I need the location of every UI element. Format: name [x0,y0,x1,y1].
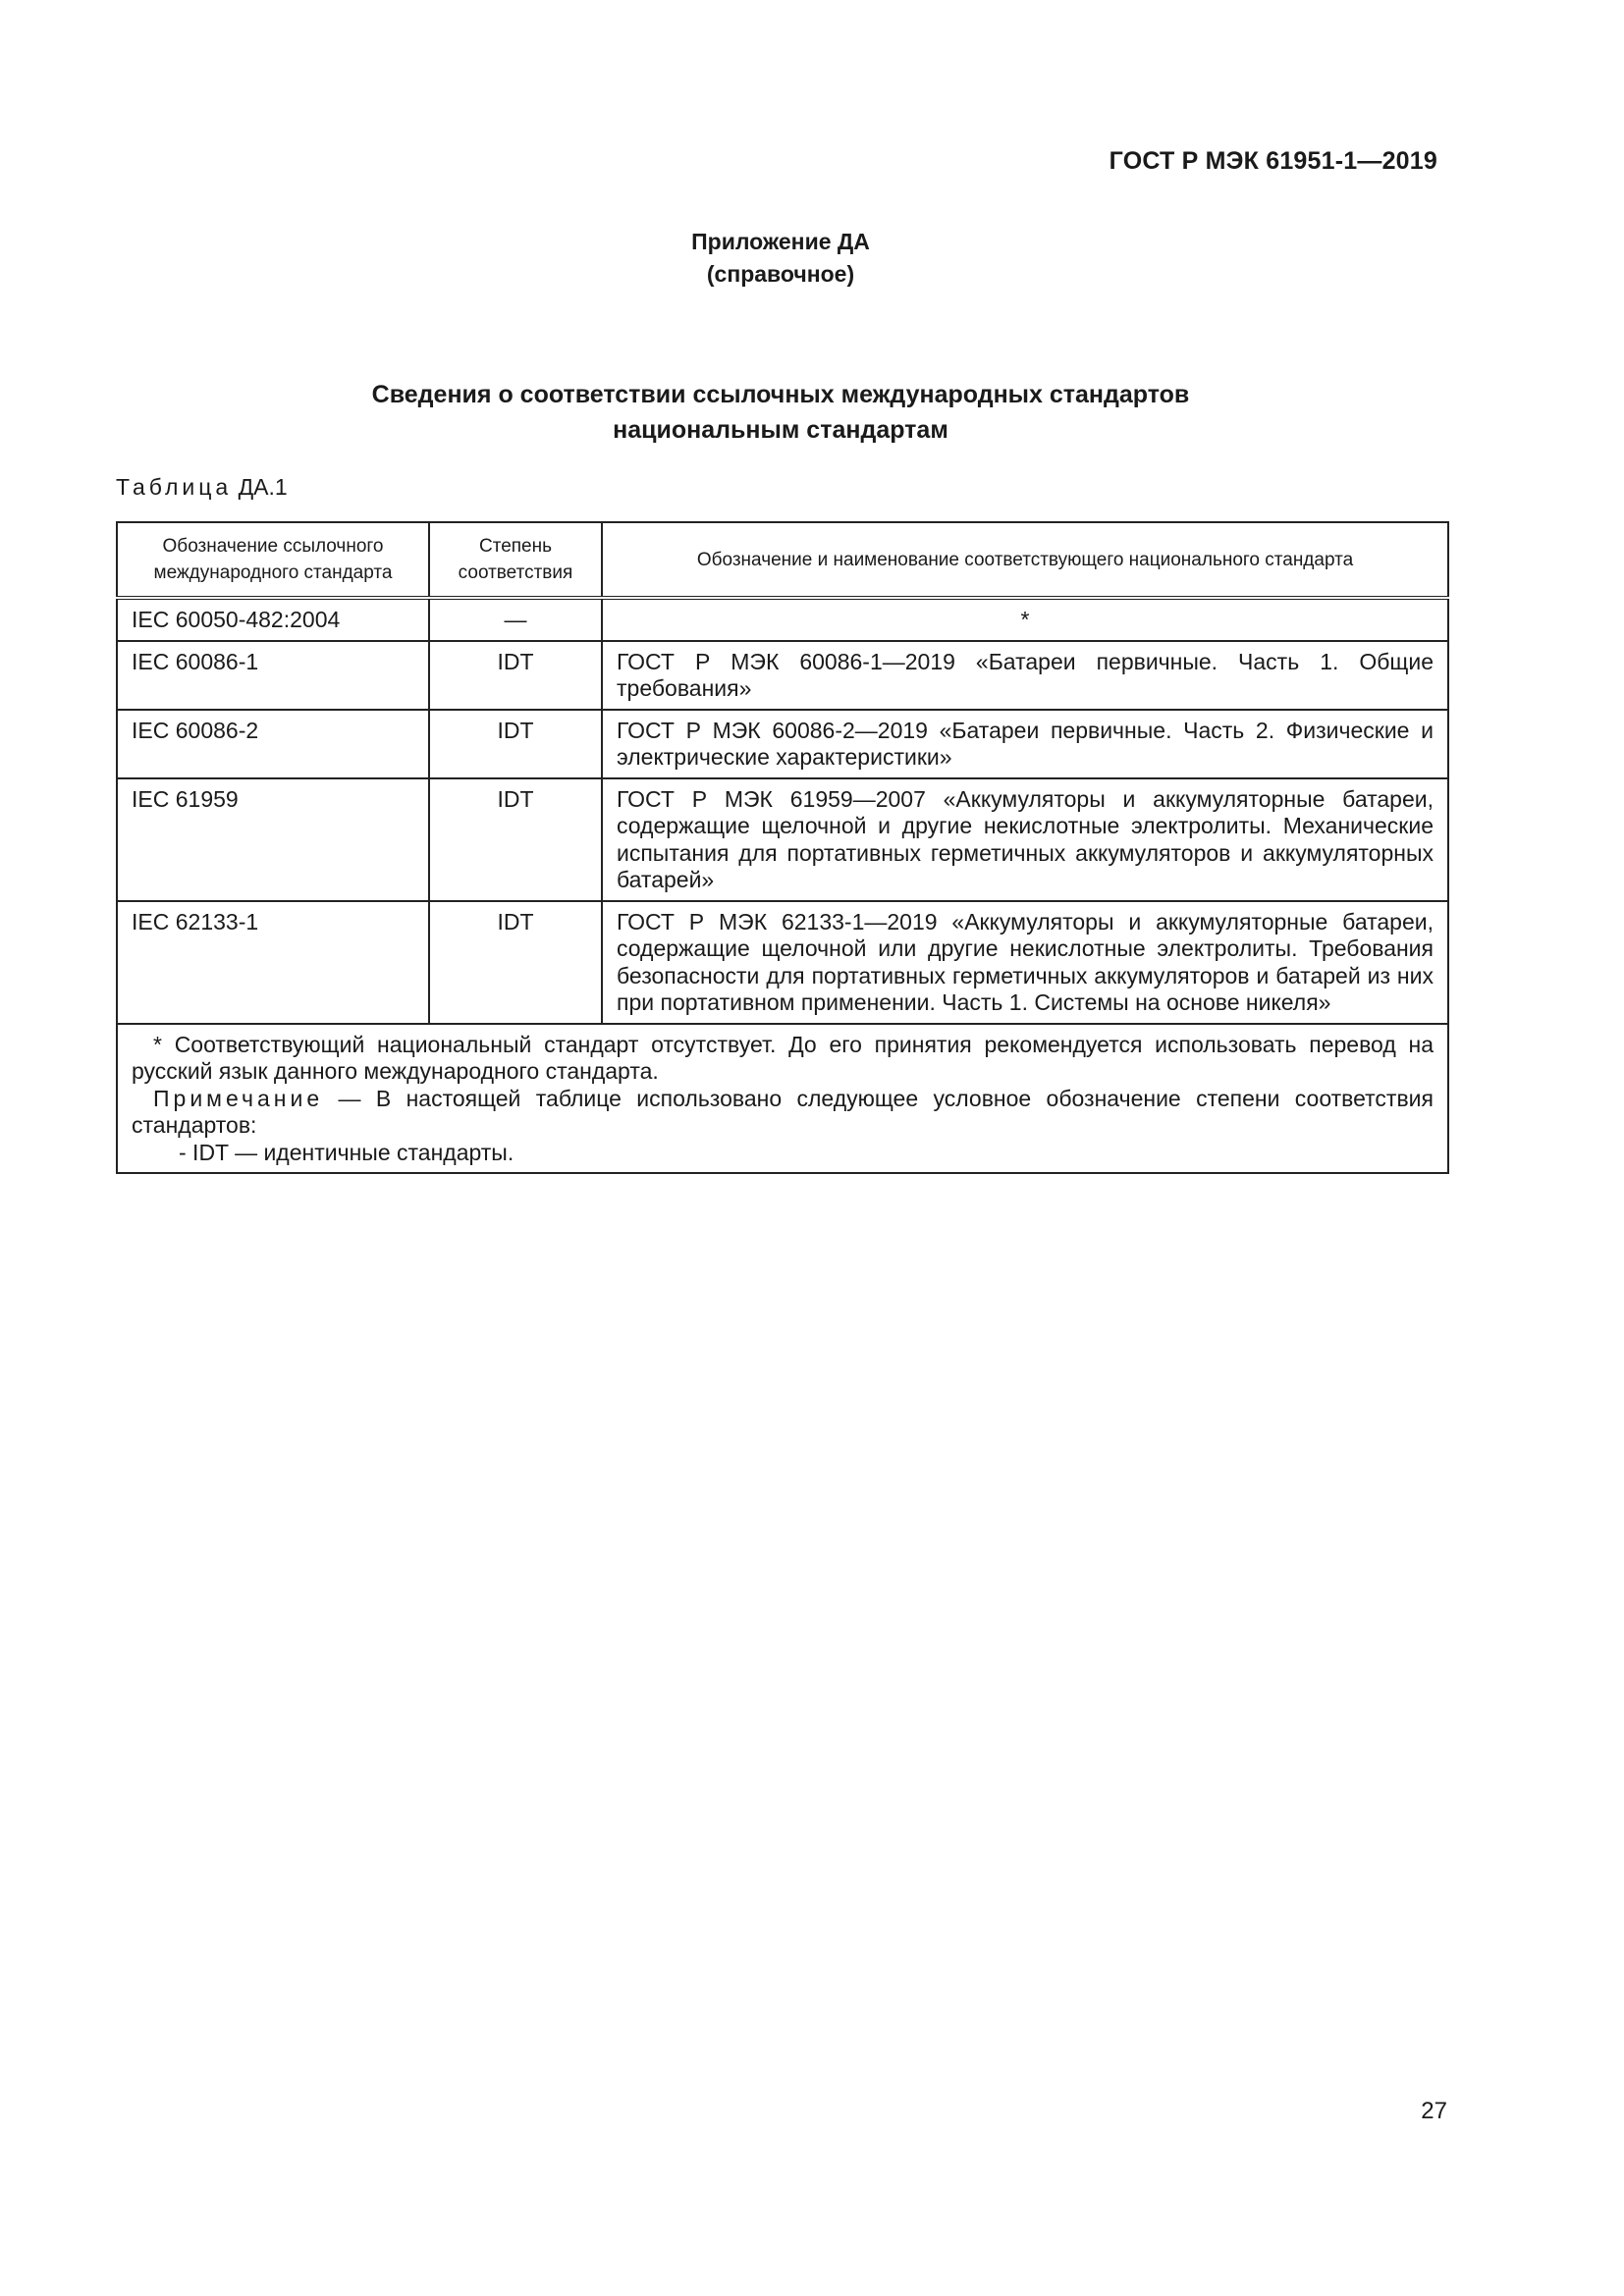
table-caption [116,474,288,501]
table-row [117,641,1448,710]
table-footnote-row [117,1024,1448,1174]
note-text: — В настоящей таблице использовано следующее условное обозначение степени соответствия стандартов: [132,1085,1434,1138]
page-number: 27 [1421,2098,1447,2124]
cell-international: IEC 60086-1 [117,641,429,710]
table-row [117,710,1448,778]
section-title-line-1: Сведения о соответствии ссылочных международных стандартов [371,381,1190,408]
correspondence-table [116,521,1449,1174]
table-row [117,778,1448,901]
section-title-line-2: национальным стандартам [613,416,948,444]
header-degree: Степень соответствия [429,522,602,598]
document-code: ГОСТ Р МЭК 61951-1—2019 [1109,147,1437,175]
section-title [0,377,1561,448]
cell-degree: IDT [429,778,602,901]
note-list-item: - IDT — идентичные стандарты. [179,1139,514,1165]
header-international-standard: Обозначение ссылочного международного стандарта [117,522,429,598]
cell-national: ГОСТ Р МЭК 61959—2007 «Аккумуляторы и аккумуляторные батареи, содержащие щелочной и другие некислотные электролиты. Механические испытания для портативных герметичных аккумуляторов и аккумуляторных батарей» [602,778,1448,901]
cell-degree: IDT [429,641,602,710]
cell-international: IEC 60086-2 [117,710,429,778]
note-label: Примечание [153,1085,324,1111]
table-header-row [117,522,1448,598]
cell-national: ГОСТ Р МЭК 60086-2—2019 «Батареи первичные. Часть 2. Физические и электрические характеристики» [602,710,1448,778]
table-row [117,901,1448,1024]
cell-international: IEC 61959 [117,778,429,901]
appendix-title: Приложение ДА [691,229,870,254]
table-caption-number: ДА.1 [238,474,288,500]
table-caption-word: Таблица [116,474,233,500]
table-row [117,598,1448,641]
cell-international: IEC 60050-482:2004 [117,598,429,641]
appendix-subtitle: (справочное) [706,261,855,287]
cell-national: * [602,598,1448,641]
footnote-cell [117,1024,1448,1174]
cell-degree: IDT [429,901,602,1024]
header-national-standard: Обозначение и наименование соответствующего национального стандарта [602,522,1448,598]
cell-national: ГОСТ Р МЭК 62133-1—2019 «Аккумуляторы и аккумуляторные батареи, содержащие щелочной или другие некислотные электролиты. Требования безопасности для портативных герметичных аккумуляторов и батарей из них при портативном применении. Часть 1. Системы на основе никеля» [602,901,1448,1024]
cell-degree: — [429,598,602,641]
cell-national: ГОСТ Р МЭК 60086-1—2019 «Батареи первичные. Часть 1. Общие требования» [602,641,1448,710]
cell-degree: IDT [429,710,602,778]
footnote-text: * Соответствующий национальный стандарт отсутствует. До его принятия рекомендуется использовать перевод на русский язык данного международного стандарта. [132,1031,1434,1084]
cell-international: IEC 62133-1 [117,901,429,1024]
note-paragraph [132,1086,1434,1140]
appendix-heading [0,226,1561,291]
